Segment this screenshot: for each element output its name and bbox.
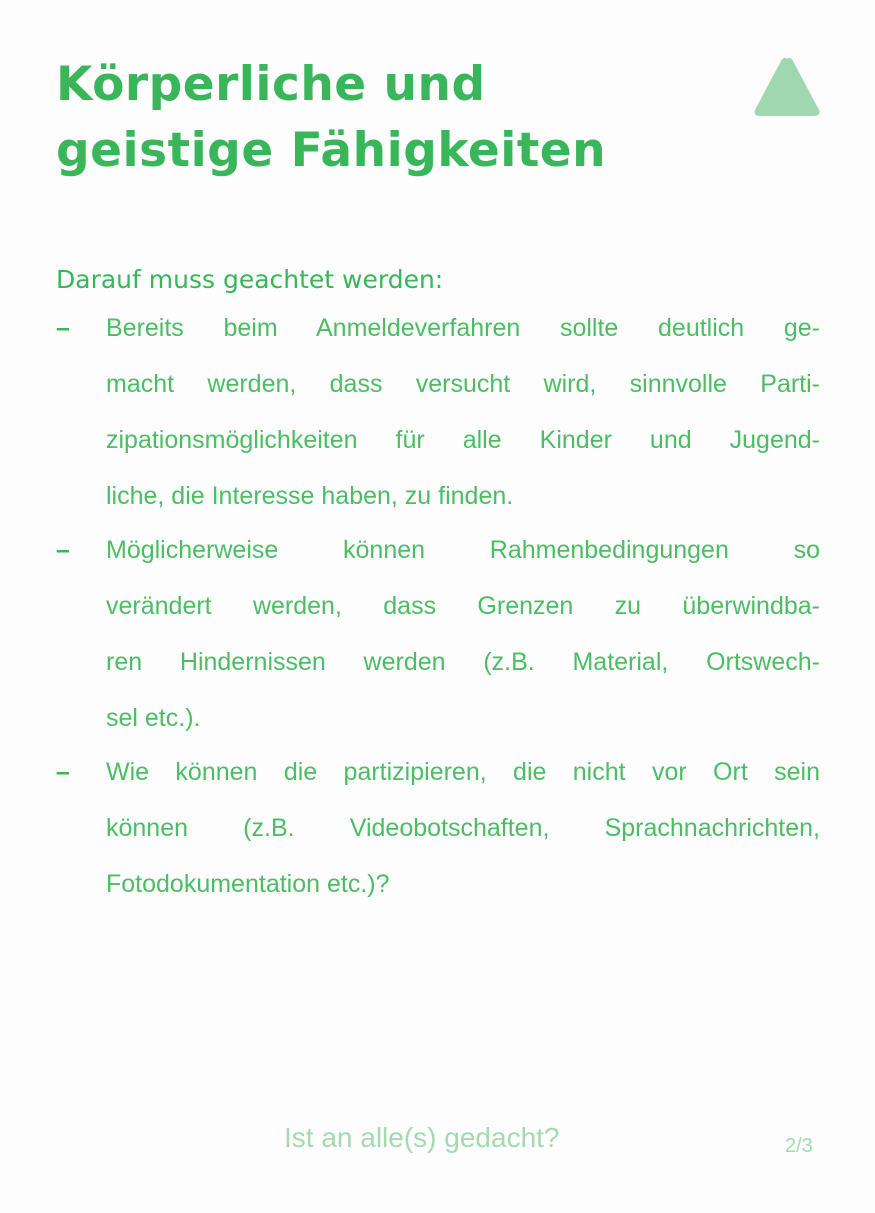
- list-item-line: zipationsmöglichkeiten für alle Kinder und Jugend-: [106, 426, 820, 454]
- list-item-line: Fotodokumentation etc.)?: [106, 870, 390, 898]
- dash-bullet: –: [56, 758, 70, 786]
- list-item-line: Wie können die partizipieren, die nicht vor Ort sein: [106, 758, 820, 786]
- list-item-line: ren Hindernissen werden (z.B. Material, Ortswech-: [106, 648, 820, 676]
- page-number: 2/3: [785, 1135, 813, 1157]
- list-item-line: macht werden, dass versucht wird, sinnvolle Parti-: [106, 370, 820, 398]
- page-title: [56, 52, 696, 184]
- dash-bullet: –: [56, 314, 70, 342]
- triangle-icon: [752, 55, 822, 119]
- list-item-line: liche, die Interesse haben, zu finden.: [106, 482, 514, 510]
- list-item-line: Möglicherweise können Rahmenbedingungen so: [106, 536, 820, 564]
- list-item-text: [106, 522, 820, 746]
- page-title-line-2: geistige Fähigkeiten: [56, 123, 607, 178]
- list-item-line: können (z.B. Videobotschaften, Sprachnachrichten,: [106, 814, 820, 842]
- page-title-line-1: Körperliche und: [56, 57, 486, 112]
- footer-question: Ist an alle(s) gedacht?: [284, 1122, 560, 1153]
- section-heading: Darauf muss geachtet werden:: [56, 265, 444, 294]
- list-item-line: verändert werden, dass Grenzen zu überwindba-: [106, 592, 820, 620]
- list-item-text: [106, 300, 820, 524]
- list-item-line: Bereits beim Anmeldeverfahren sollte deutlich ge-: [106, 314, 820, 342]
- dash-bullet: –: [56, 536, 70, 564]
- list-item-text: [106, 744, 820, 912]
- list-item-line: sel etc.).: [106, 704, 201, 732]
